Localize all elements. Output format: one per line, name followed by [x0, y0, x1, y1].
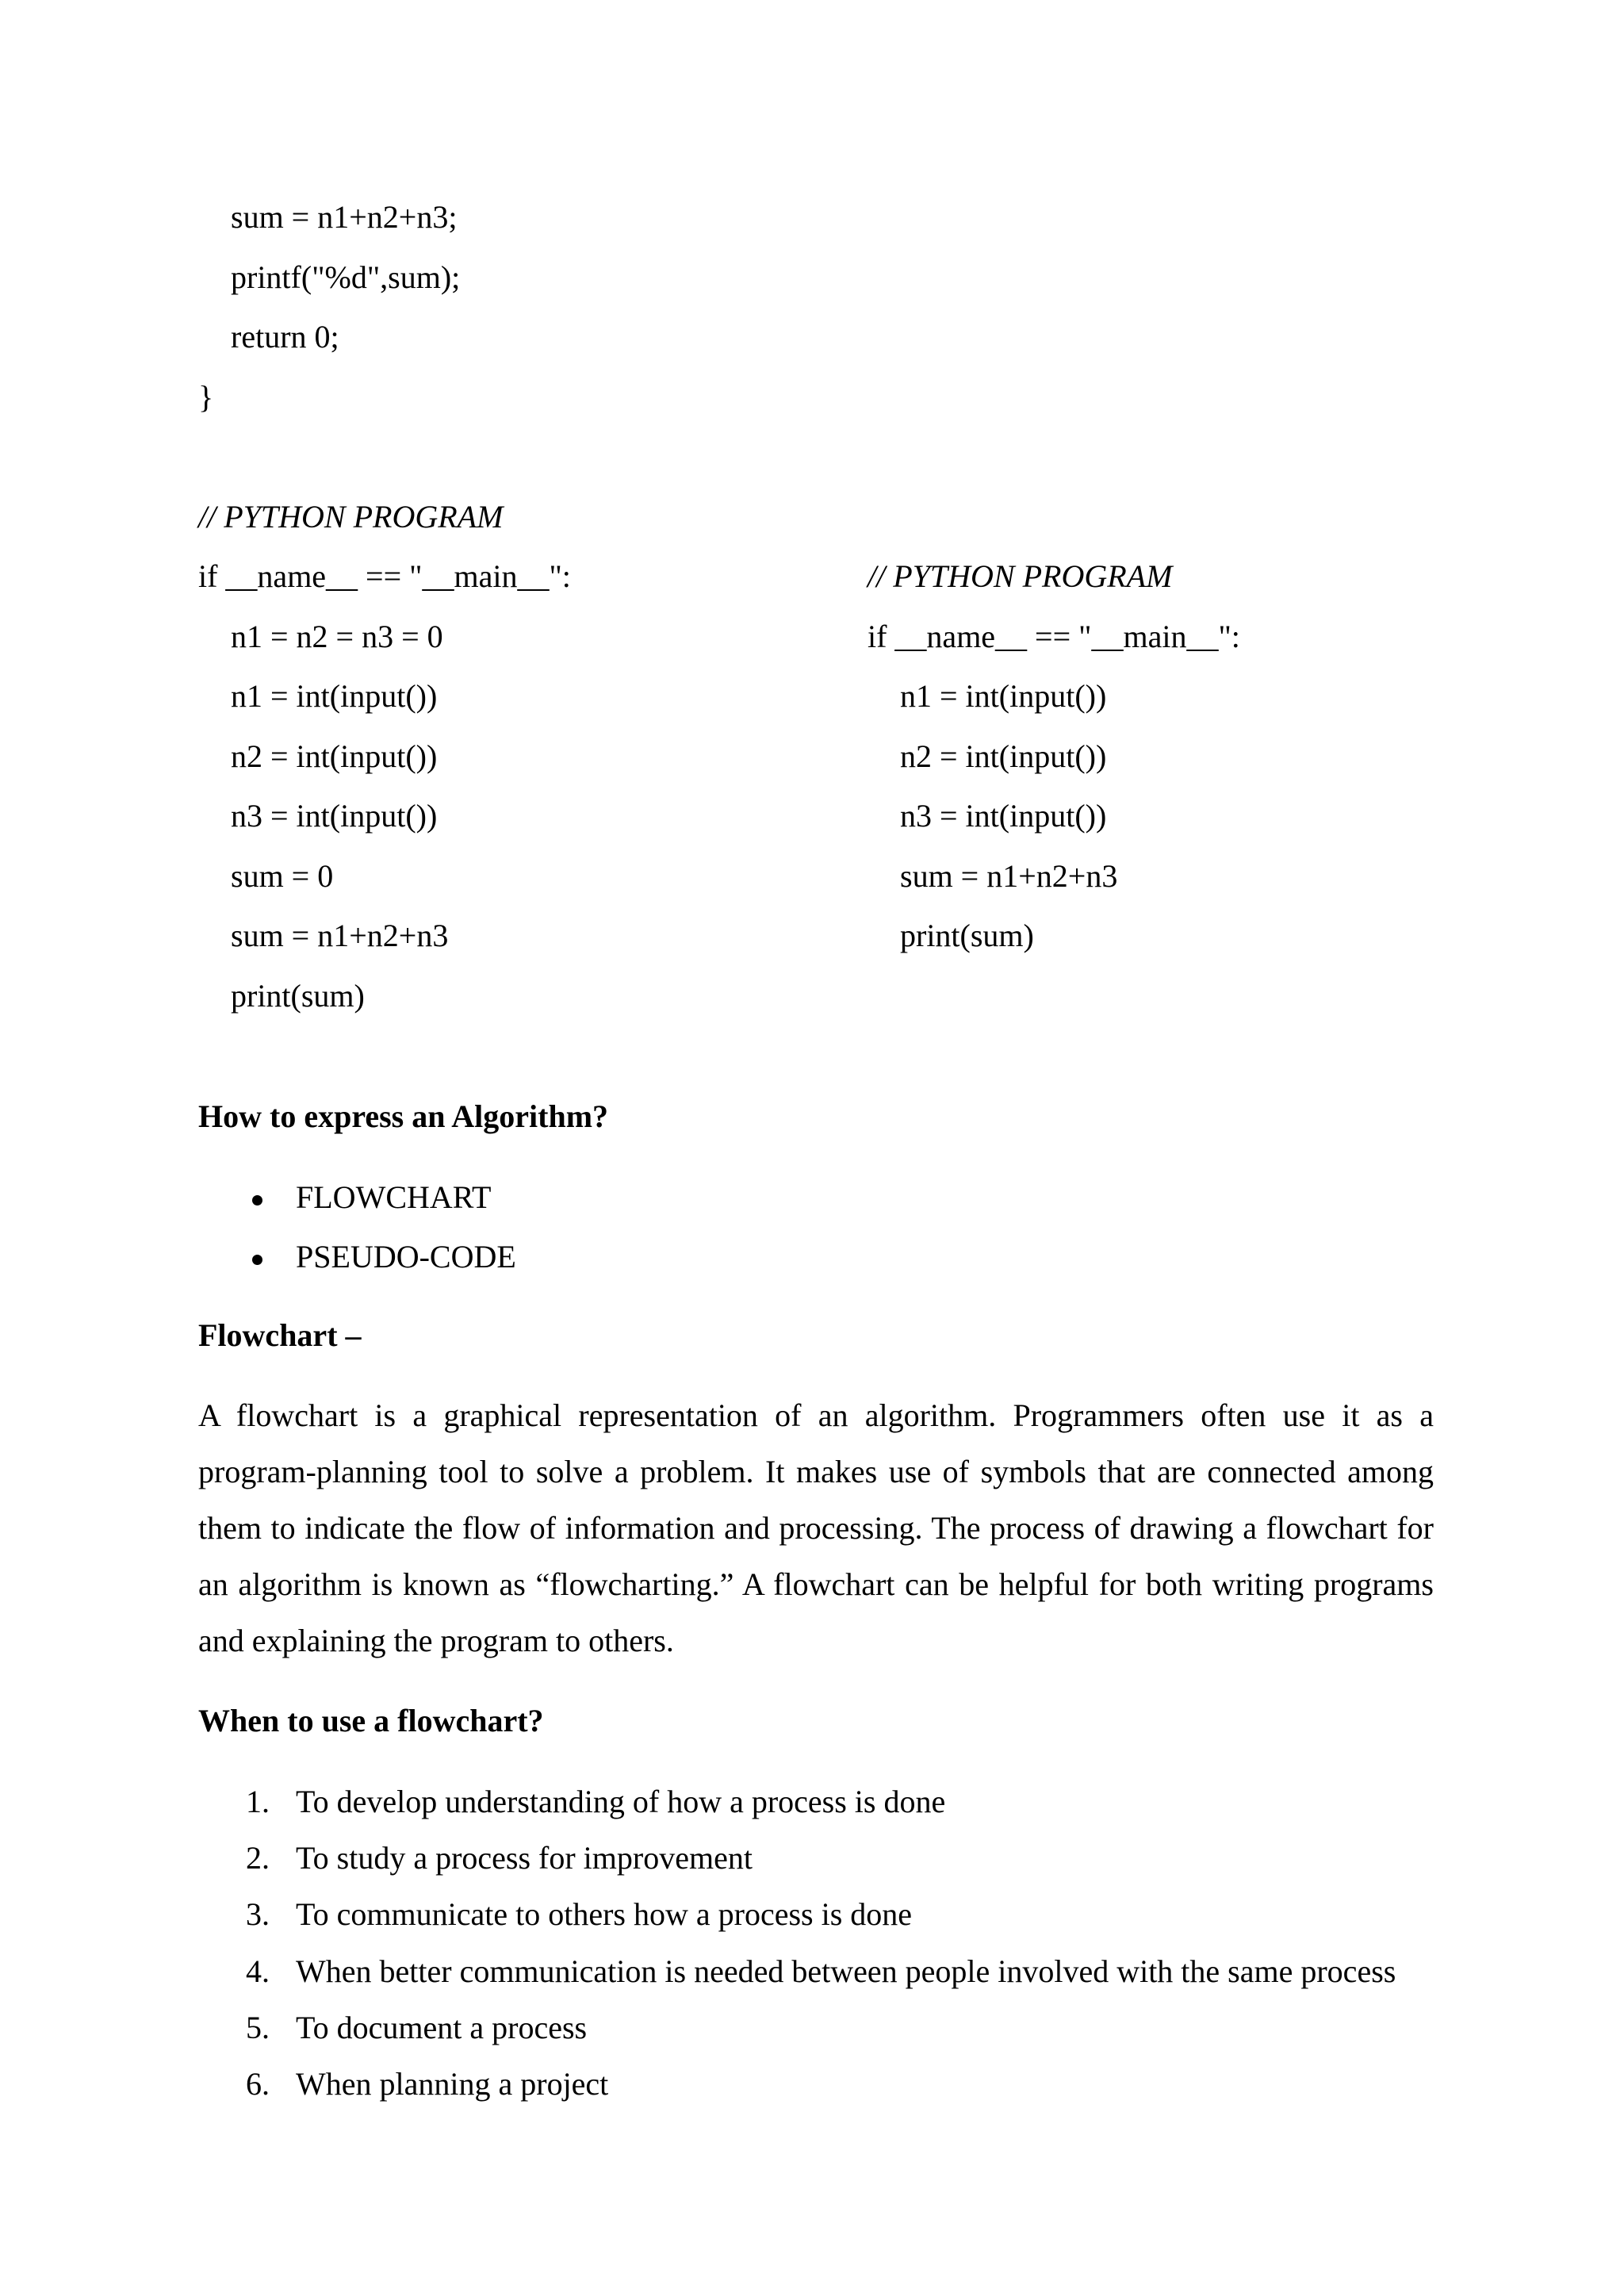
python-left-line: sum = 0	[231, 858, 334, 894]
flowchart-heading: Flowchart –	[198, 1317, 362, 1353]
list-item: To document a process	[296, 2010, 588, 2045]
c-code-line: sum = n1+n2+n3;	[231, 199, 458, 235]
c-closing-brace: }	[198, 379, 214, 415]
python-left-line: n3 = int(input())	[231, 798, 438, 834]
list-item: When planning a project	[296, 2066, 609, 2102]
c-code-line: return 0;	[231, 319, 339, 355]
python-right-header: if __name__ == "__main__":	[868, 619, 1240, 654]
flowchart-paragraph: A flowchart is a graphical representation of an algorithm. Programmers often use it as a program-planning tool to solve a problem. It makes use of symbols that are connected among them to indicate the flow of information and processing. The process of drawing a flowchart for an algorithm is known as “flowcharting.” A flowchart can be helpful for both writing programs and explaining the program to others.	[198, 1397, 1434, 1658]
python-right-line: sum = n1+n2+n3	[900, 858, 1118, 894]
list-item: When better communication is needed between people involved with the same process	[296, 1953, 1396, 1989]
list-item: PSEUDO-CODE	[296, 1239, 516, 1274]
list-item: To develop understanding of how a process is done	[296, 1784, 946, 1819]
list-number: 6.	[246, 2066, 270, 2102]
python-right-line: n1 = int(input())	[900, 678, 1107, 714]
list-number: 2.	[246, 1840, 270, 1876]
python-left-line: n1 = n2 = n3 = 0	[231, 619, 443, 654]
python-right-line: n3 = int(input())	[900, 798, 1107, 834]
list-number: 3.	[246, 1896, 270, 1932]
python-right-line: n2 = int(input())	[900, 738, 1107, 774]
c-code-line: printf("%d",sum);	[231, 259, 461, 295]
python-left-line: print(sum)	[231, 978, 365, 1014]
list-item: To communicate to others how a process is done	[296, 1896, 913, 1932]
list-item: To study a process for improvement	[296, 1840, 753, 1876]
python-left-line: n1 = int(input())	[231, 678, 438, 714]
list-item: FLOWCHART	[296, 1179, 492, 1215]
python-right-line: print(sum)	[900, 918, 1034, 953]
python-left-comment: // PYTHON PROGRAM	[198, 499, 504, 535]
when-to-use-heading: When to use a flowchart?	[198, 1703, 544, 1738]
bullet-icon	[252, 1195, 262, 1205]
list-number: 4.	[246, 1953, 270, 1989]
python-left-line: sum = n1+n2+n3	[231, 918, 449, 953]
python-left-line: n2 = int(input())	[231, 738, 438, 774]
list-number: 1.	[246, 1784, 270, 1819]
python-right-comment: // PYTHON PROGRAM	[868, 558, 1173, 594]
list-number: 5.	[246, 2010, 270, 2045]
express-heading: How to express an Algorithm?	[198, 1098, 609, 1134]
bullet-icon	[252, 1255, 262, 1265]
python-left-header: if __name__ == "__main__":	[198, 558, 571, 594]
